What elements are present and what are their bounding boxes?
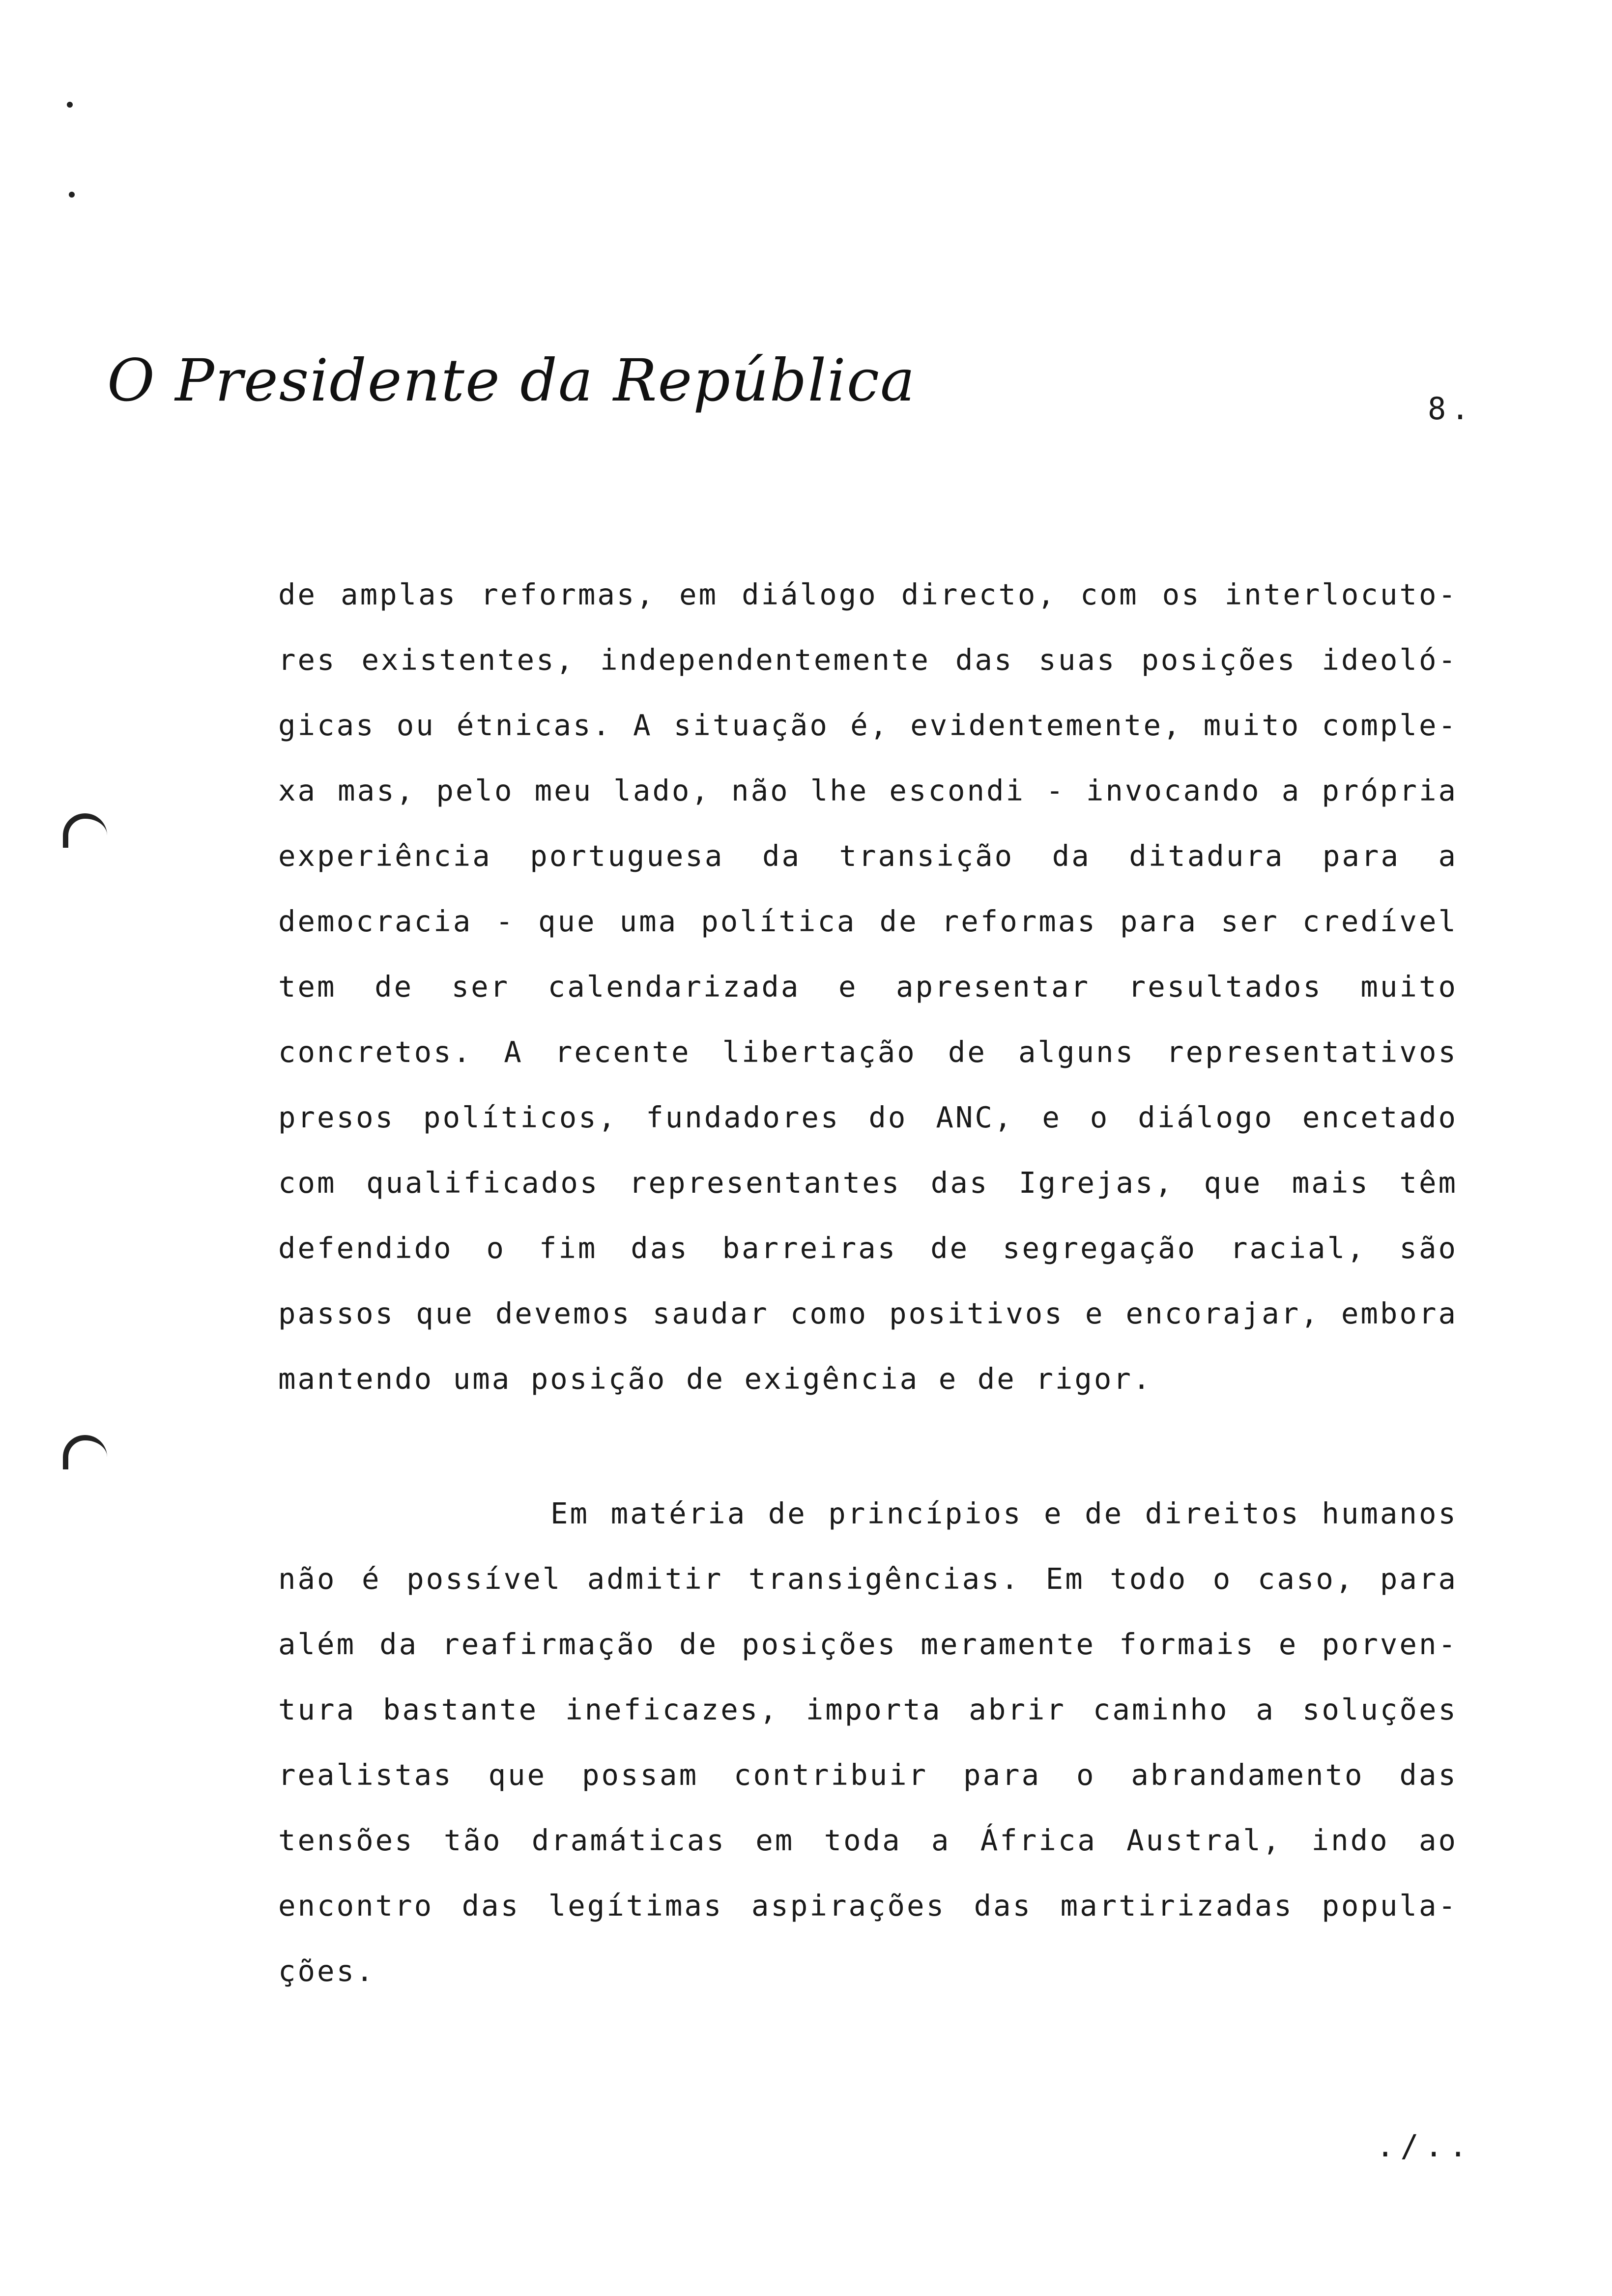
text-line: tura bastante ineficazes, importa abrir caminho a soluções (278, 1693, 1458, 1726)
text-line: de amplas reformas, em diálogo directo, com os interlocuto- (278, 577, 1458, 611)
letterhead: O Presidente da República (107, 346, 916, 414)
text-line: mantendo uma posição de exigência e de rigor. (278, 1362, 1152, 1396)
text-line: passos que devemos saudar como positivos e encorajar, embora (278, 1296, 1458, 1330)
text-line: democracia - que uma política de reformas para ser credível (278, 904, 1458, 938)
text-line: defendido o fim das barreiras de segregação racial, são (278, 1231, 1458, 1265)
text-line: concretos. A recente libertação de alguns representativos (278, 1035, 1458, 1069)
text-line: presos políticos, fundadores do ANC, e o diálogo encetado (278, 1100, 1458, 1134)
text-line: além da reafirmação de posições meramente formais e porven- (278, 1627, 1458, 1661)
text-line: experiência portuguesa da transição da ditadura para a (278, 839, 1458, 873)
text-line: Em matéria de princípios e de direitos humanos (550, 1496, 1458, 1530)
text-line: realistas que possam contribuir para o abrandamento das (278, 1758, 1458, 1792)
page-number: 8. (1428, 391, 1474, 427)
text-line: gicas ou étnicas. A situação é, evidentemente, muito comple- (278, 708, 1458, 742)
text-line: tensões tão dramáticas em toda a África Austral, indo ao (278, 1823, 1458, 1857)
text-line: tem de ser calendarizada e apresentar resultados muito (278, 970, 1458, 1004)
punch-hole-mark-1 (63, 813, 107, 848)
text-line: res existentes, independentemente das suas posições ideoló- (278, 643, 1458, 677)
text-line: xa mas, pelo meu lado, não lhe escondi - invocando a própria (278, 774, 1458, 807)
left-margin-dot-2 (69, 192, 75, 198)
text-line: ções. (278, 1954, 375, 1988)
left-margin-dot-1 (67, 102, 73, 108)
text-line: com qualificados representantes das Igrejas, que mais têm (278, 1166, 1458, 1200)
punch-hole-mark-2 (63, 1435, 107, 1469)
text-line: encontro das legítimas aspirações das martirizadas popula- (278, 1889, 1458, 1923)
text-line: não é possível admitir transigências. Em todo o caso, para (278, 1562, 1458, 1596)
continuation-mark: ./.. (1376, 2128, 1473, 2164)
